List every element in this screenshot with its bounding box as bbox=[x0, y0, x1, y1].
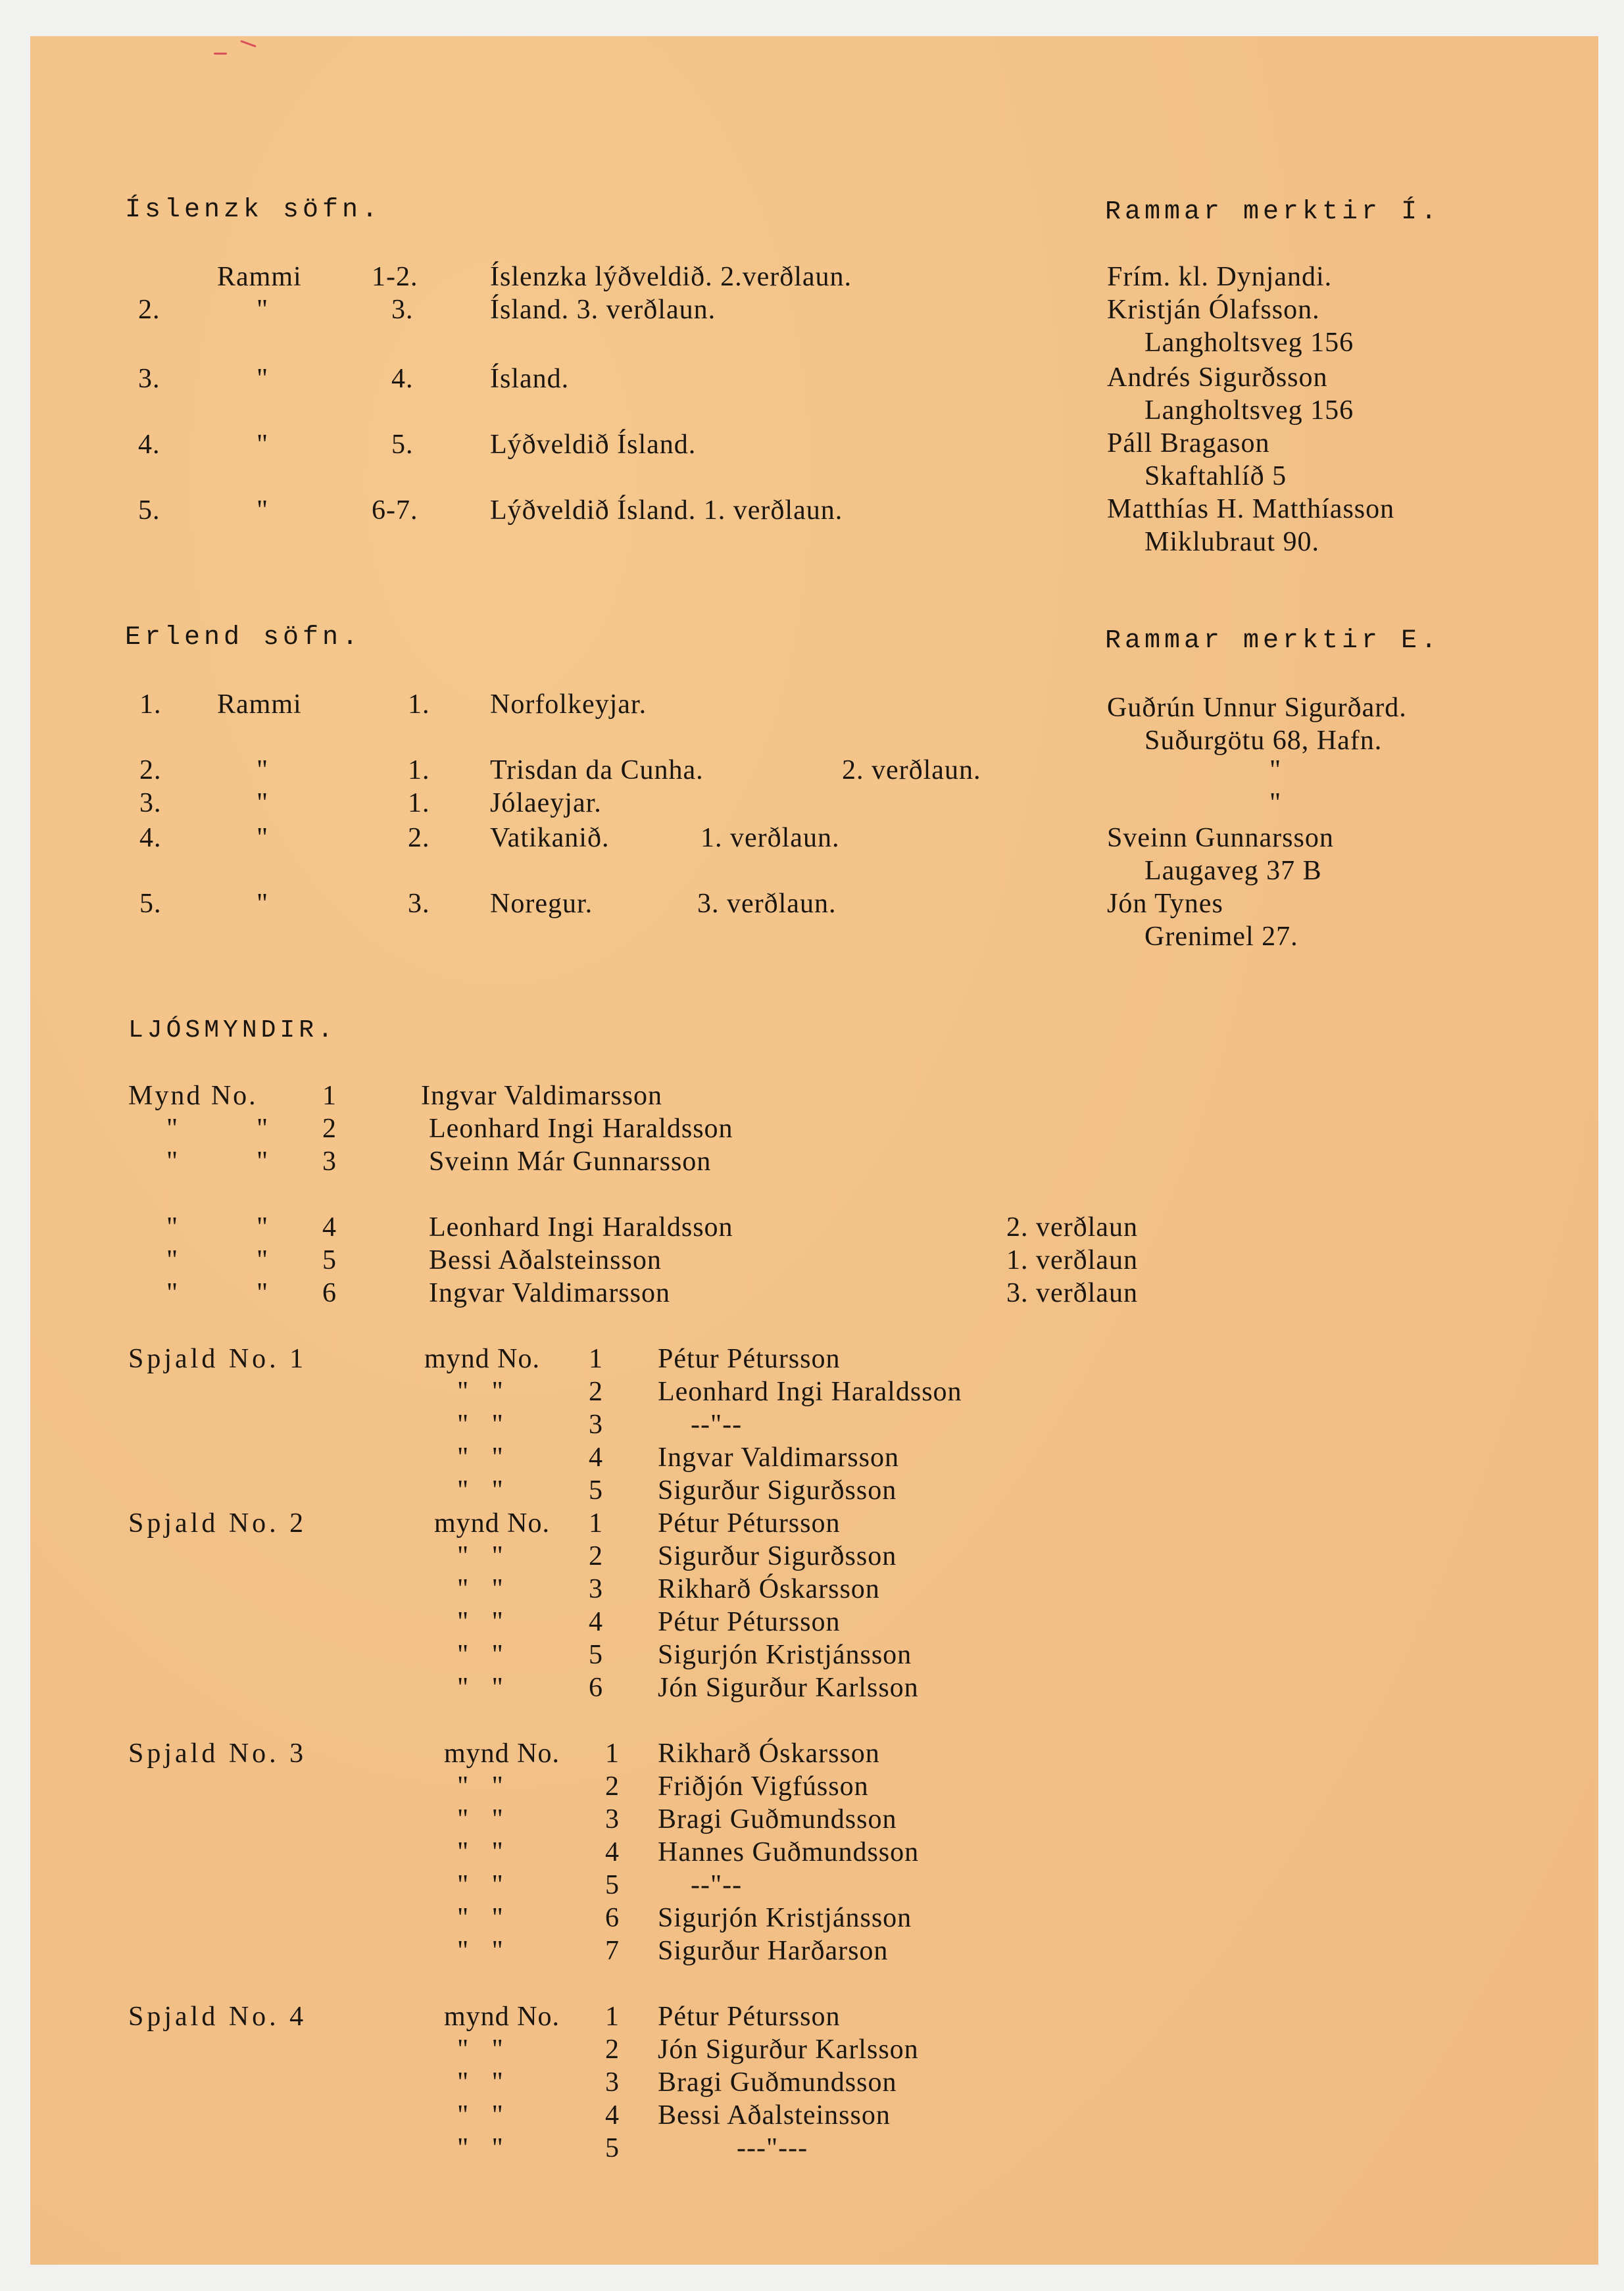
photo-number: 3 bbox=[322, 1146, 337, 1177]
photographer-name: Leonhard Ingi Haraldsson bbox=[429, 1114, 733, 1144]
photo-number: 5 bbox=[322, 1245, 337, 1275]
photo-number: 3 bbox=[605, 1804, 620, 1835]
photographer-name: --"-- bbox=[691, 1410, 743, 1440]
photographer-name: --"-- bbox=[691, 1870, 743, 1900]
collection-title: Lýðveldið Ísland. 1. verðlaun. bbox=[490, 495, 843, 526]
photo-number: 1 bbox=[605, 1738, 620, 1769]
row-number: 5. bbox=[138, 495, 160, 526]
prize-text: 1. verðlaun bbox=[1006, 1245, 1138, 1275]
row-number: 3. bbox=[138, 364, 160, 394]
rammi-label: " bbox=[257, 364, 269, 394]
spjald-label: Spjald No. 3 bbox=[128, 1738, 307, 1769]
frame-number: 4. bbox=[391, 364, 414, 394]
photographer-name: Ingvar Valdimarsson bbox=[421, 1081, 662, 1111]
photographer-name: Sigurður Harðarson bbox=[658, 1936, 889, 1966]
section-heading-rammar-i: Rammar merktir Í. bbox=[1105, 197, 1441, 227]
spjald-label: Spjald No. 2 bbox=[128, 1508, 307, 1539]
row-number: 2. bbox=[139, 755, 162, 785]
owner-line: Laugaveg 37 B bbox=[1144, 856, 1322, 886]
photographer-name: Bessi Aðalsteinsson bbox=[429, 1245, 662, 1275]
rammi-label: " bbox=[257, 889, 269, 919]
photo-number: 5 bbox=[605, 2133, 620, 2163]
row-number: 3. bbox=[139, 788, 162, 818]
photographer-name: Sigurður Sigurðsson bbox=[658, 1475, 897, 1506]
photographer-name: Pétur Pétursson bbox=[658, 1607, 841, 1637]
mynd-prefix: mynd No. bbox=[434, 1508, 550, 1539]
ditto-mark: " bbox=[257, 1146, 269, 1177]
owner-line: Kristján Ólafsson. bbox=[1107, 295, 1320, 325]
photographer-name: Sigurður Sigurðsson bbox=[658, 1541, 897, 1571]
prize-text: 1. verðlaun. bbox=[701, 823, 840, 853]
photo-number: 3 bbox=[589, 1410, 603, 1440]
row-number: 4. bbox=[138, 430, 160, 460]
photo-number: 7 bbox=[605, 1936, 620, 1966]
ditto-mark: " bbox=[257, 1114, 269, 1144]
red-pencil-mark bbox=[214, 53, 227, 55]
photo-number: 1 bbox=[589, 1508, 603, 1539]
owner-line: Grenimel 27. bbox=[1144, 922, 1298, 952]
photographer-name: Pétur Pétursson bbox=[658, 1344, 841, 1374]
ditto-mark: " bbox=[257, 1278, 269, 1308]
photographer-name: Pétur Pétursson bbox=[658, 2002, 841, 2032]
photo-number: 1 bbox=[589, 1344, 603, 1374]
owner-line: Guðrún Unnur Sigurðard. bbox=[1107, 693, 1407, 723]
photo-number: 2 bbox=[605, 1771, 620, 1802]
prize-text: 2. verðlaun. bbox=[842, 755, 981, 785]
rammi-label: " bbox=[257, 295, 269, 325]
section-heading-rammar-e: Rammar merktir E. bbox=[1105, 626, 1441, 656]
owner-line: Jón Tynes bbox=[1107, 889, 1223, 919]
photographer-name: Friðjón Vigfússon bbox=[658, 1771, 869, 1802]
row-number: 5. bbox=[139, 889, 162, 919]
photo-number: 3 bbox=[589, 1574, 603, 1604]
ditto-mark: " bbox=[166, 1245, 179, 1275]
photo-number: 2 bbox=[589, 1541, 603, 1571]
ditto-mark: " bbox=[166, 1146, 179, 1177]
mynd-prefix: " " bbox=[457, 1442, 504, 1473]
mynd-prefix: " " bbox=[457, 1574, 504, 1604]
photographer-name: Hannes Guðmundsson bbox=[658, 1837, 920, 1867]
photographer-name: Bessi Aðalsteinsson bbox=[658, 2100, 891, 2131]
frame-number: 1. bbox=[408, 689, 430, 720]
rammi-label: Rammi bbox=[217, 262, 302, 292]
photographer-name: Ingvar Valdimarsson bbox=[658, 1442, 899, 1473]
photographer-name: Bragi Guðmundsson bbox=[658, 2067, 897, 2098]
frame-number: 5. bbox=[391, 430, 414, 460]
owner-line: Miklubraut 90. bbox=[1144, 527, 1319, 557]
photo-number: 6 bbox=[605, 1903, 620, 1933]
photo-number: 2 bbox=[589, 1377, 603, 1407]
owner-line: Langholtsveg 156 bbox=[1144, 328, 1354, 358]
frame-number: 6-7. bbox=[372, 495, 418, 526]
photo-number: 2 bbox=[605, 2034, 620, 2065]
rammi-label: " bbox=[257, 755, 269, 785]
ditto-mark: " bbox=[166, 1114, 179, 1144]
mynd-prefix: " " bbox=[457, 1541, 504, 1571]
mynd-prefix: " " bbox=[457, 1870, 504, 1900]
owner-line: Skaftahlíð 5 bbox=[1144, 461, 1287, 491]
photographer-name: Leonhard Ingi Haraldsson bbox=[429, 1212, 733, 1243]
mynd-prefix: " " bbox=[457, 2067, 504, 2098]
owner-line: Langholtsveg 156 bbox=[1144, 395, 1354, 426]
collection-title: Ísland. bbox=[490, 364, 570, 394]
photo-number: 4 bbox=[589, 1442, 603, 1473]
photographer-name: Jón Sigurður Karlsson bbox=[658, 1673, 919, 1703]
owner-line: " bbox=[1269, 788, 1282, 818]
photographer-name: Pétur Pétursson bbox=[658, 1508, 841, 1539]
photographer-name: Bragi Guðmundsson bbox=[658, 1804, 897, 1835]
rammi-label: " bbox=[257, 823, 269, 853]
photo-number: 1 bbox=[605, 2002, 620, 2032]
mynd-prefix: mynd No. bbox=[444, 1738, 560, 1769]
row-number: 1. bbox=[139, 689, 162, 720]
mynd-prefix: " " bbox=[457, 1607, 504, 1637]
mynd-prefix: " " bbox=[457, 2133, 504, 2163]
photo-number: 4 bbox=[589, 1607, 603, 1637]
collection-title: Trisdan da Cunha. bbox=[490, 755, 704, 785]
ditto-mark: " bbox=[166, 1212, 179, 1243]
photographer-name: Rikharð Óskarsson bbox=[658, 1738, 880, 1769]
owner-line: " bbox=[1269, 755, 1282, 785]
photo-number: 3 bbox=[605, 2067, 620, 2098]
collection-title: Lýðveldið Ísland. bbox=[490, 430, 697, 460]
rammi-label: Rammi bbox=[217, 689, 302, 720]
mynd-prefix: " " bbox=[457, 1837, 504, 1867]
spjald-label: Spjald No. 4 bbox=[128, 2002, 307, 2032]
photo-number: 4 bbox=[605, 2100, 620, 2131]
frame-number: 1. bbox=[408, 755, 430, 785]
prize-text: 2. verðlaun bbox=[1006, 1212, 1138, 1243]
ditto-mark: " bbox=[257, 1245, 269, 1275]
photographer-name: ---"--- bbox=[737, 2133, 808, 2163]
mynd-prefix: " " bbox=[457, 1475, 504, 1506]
rammi-label: " bbox=[257, 788, 269, 818]
mynd-label: Mynd No. bbox=[128, 1081, 258, 1111]
collection-title: Jólaeyjar. bbox=[490, 788, 602, 818]
photo-number: 2 bbox=[322, 1114, 337, 1144]
mynd-prefix: " " bbox=[457, 1771, 504, 1802]
photographer-name: Sigurjón Kristjánsson bbox=[658, 1903, 912, 1933]
photo-number: 6 bbox=[322, 1278, 337, 1308]
row-number: 4. bbox=[139, 823, 162, 853]
mynd-prefix: " " bbox=[457, 1903, 504, 1933]
mynd-prefix: mynd No. bbox=[424, 1344, 540, 1374]
photo-number: 6 bbox=[589, 1673, 603, 1703]
photo-number: 1 bbox=[322, 1081, 337, 1111]
photographer-name: Leonhard Ingi Haraldsson bbox=[658, 1377, 962, 1407]
prize-text: 3. verðlaun bbox=[1006, 1278, 1138, 1308]
photographer-name: Rikharð Óskarsson bbox=[658, 1574, 880, 1604]
mynd-prefix: " " bbox=[457, 1673, 504, 1703]
mynd-prefix: mynd No. bbox=[444, 2002, 560, 2032]
frame-number: 3. bbox=[408, 889, 430, 919]
frame-number: 3. bbox=[391, 295, 414, 325]
row-number: 2. bbox=[138, 295, 160, 325]
collection-title: Vatikanið. bbox=[490, 823, 610, 853]
rammi-label: " bbox=[257, 495, 269, 526]
collection-title: Norfolkeyjar. bbox=[490, 689, 647, 720]
ditto-mark: " bbox=[166, 1278, 179, 1308]
mynd-prefix: " " bbox=[457, 2100, 504, 2131]
mynd-prefix: " " bbox=[457, 1640, 504, 1670]
mynd-prefix: " " bbox=[457, 1410, 504, 1440]
owner-line: Sveinn Gunnarsson bbox=[1107, 823, 1334, 853]
photo-number: 5 bbox=[589, 1475, 603, 1506]
frame-number: 1-2. bbox=[372, 262, 418, 292]
frame-number: 2. bbox=[408, 823, 430, 853]
photo-number: 5 bbox=[589, 1640, 603, 1670]
section-heading-ljosmyndir: LJÓSMYNDIR. bbox=[128, 1016, 337, 1045]
photo-number: 4 bbox=[605, 1837, 620, 1867]
collection-title: Ísland. 3. verðlaun. bbox=[490, 295, 716, 325]
owner-line: Suðurgötu 68, Hafn. bbox=[1144, 726, 1383, 756]
ditto-mark: " bbox=[257, 1212, 269, 1243]
photographer-name: Sigurjón Kristjánsson bbox=[658, 1640, 912, 1670]
owner-line: Matthías H. Matthíasson bbox=[1107, 494, 1395, 524]
section-heading-islenzk: Íslenzk söfn. bbox=[125, 195, 382, 225]
section-heading-erlend: Erlend söfn. bbox=[125, 623, 362, 653]
mynd-prefix: " " bbox=[457, 2034, 504, 2065]
frame-number: 1. bbox=[408, 788, 430, 818]
rammi-label: " bbox=[257, 430, 269, 460]
owner-line: Páll Bragason bbox=[1107, 428, 1270, 458]
collection-title: Noregur. bbox=[490, 889, 593, 919]
spjald-label: Spjald No. 1 bbox=[128, 1344, 307, 1374]
photographer-name: Ingvar Valdimarsson bbox=[429, 1278, 670, 1308]
collection-title: Íslenzka lýðveldið. 2.verðlaun. bbox=[490, 262, 852, 292]
owner-line: Frím. kl. Dynjandi. bbox=[1107, 262, 1333, 292]
photo-number: 5 bbox=[605, 1870, 620, 1900]
owner-line: Andrés Sigurðsson bbox=[1107, 362, 1328, 393]
photo-number: 4 bbox=[322, 1212, 337, 1243]
mynd-prefix: " " bbox=[457, 1377, 504, 1407]
photographer-name: Sveinn Már Gunnarsson bbox=[429, 1146, 712, 1177]
photographer-name: Jón Sigurður Karlsson bbox=[658, 2034, 919, 2065]
mynd-prefix: " " bbox=[457, 1804, 504, 1835]
prize-text: 3. verðlaun. bbox=[697, 889, 837, 919]
mynd-prefix: " " bbox=[457, 1936, 504, 1966]
